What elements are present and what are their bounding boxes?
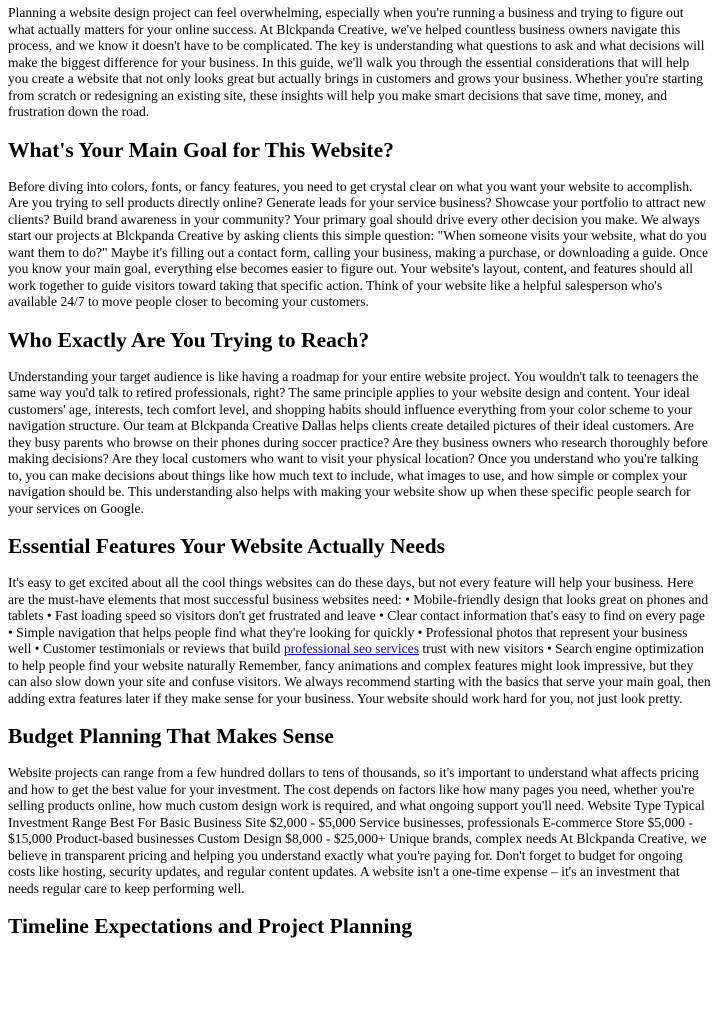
section-body-target-audience: Understanding your target audience is like having a roadmap for your entire website project. You wouldn't talk to teenagers the same way you'd talk to retired professionals, right? The same principle applies to your website design and content. Your ideal customers' age, interests, tech comfort level, and shopping habits should influence everything from your color scheme to your navigation structure. Our team at Blckpanda Creative Dallas helps clients create detailed pictures of their ideal customers. Are they busy parents who browse on their phones during soccer practice? Are they business owners who research thoroughly before making decisions? Are they local customers who want to visit your physical location? Once you understand who you're talking to, you can make decisions about things like how much text to include, what images to use, and how simple or complex your navigation should be. This understanding also helps with making your website show up when these specific people search for your services on Google.: [8, 368, 708, 516]
intro-paragraph: Planning a website design project can feel overwhelming, especially when you're running a business and trying to figure out what actually matters for your online success. At Blckpanda Creative, we've helped countless business owners navigate this process, and we know it doesn't have to be complicated. The key is understanding what questions to ask and what decisions will make the biggest difference for your business. In this guide, we'll walk you through the essential considerations that will help you create a website that not only looks great but actually brings in customers and grows your business. Whether you're starting from scratch or redesigning an existing site, these insights will help you make smart decisions that save time, money, and frustration down the road.: [8, 5, 705, 119]
section-heading-main-goal: What's Your Main Goal for This Website?: [8, 137, 394, 162]
features-text-before-link: It's easy to get excited about all the cool things websites can do these days, but not every feature will help your business. Here are the must-have elements that most successful business websites need: • Mobile-friendly design that looks great on phones and tablets • Fast loading speed so visitors don't get frustrated and leave • Clear contact information that's easy to find on every page • Simple navigation that helps people find what they're looking for quickly • Professional photos that represent your business well • Customer testimonials or reviews that build: [8, 575, 709, 656]
section-body-budget-planning: Website projects can range from a few hundred dollars to tens of thousands, so it's important to understand what affects pricing and how to get the best value for your investment. The cost depends on factors like how many pages you need, whether you're selling products online, how much custom design work is required, and what ongoing support you'll need. Website Type Typical Investment Range Best For Basic Business Site $2,000 - $5,000 Service businesses, professionals E-commerce Store $5,000 - $15,000 Product-based businesses Custom Design $8,000 - $25,000+ Unique brands, complex needs At Blckpanda Creative, we believe in transparent pricing and helping you understand exactly what you're paying for. Don't forget to budget for ongoing costs like hosting, security updates, and regular content updates. A website isn't a one-time expense – it's an investment that needs regular care to keep performing well.: [8, 765, 707, 896]
section-heading-essential-features: Essential Features Your Website Actually Needs: [8, 534, 445, 558]
section-body-essential-features: [8, 575, 712, 707]
section-body-main-goal: Before diving into colors, fonts, or fancy features, you need to get crystal clear on what you want your website to accomplish. Are you trying to sell products directly online? Generate leads for your service business? Showcase your portfolio to attract new clients? Build brand awareness in your community? Your primary goal should drive every other decision you make. We always start our projects at Blckpanda Creative by asking clients this simple question: "When someone visits your website, what do you want them to do?" Maybe it's filling out a contact form, calling your business, making a purchase, or downloading a guide. Once you know your main goal, everything else becomes easier to figure out. Your website's layout, content, and features should all work together to guide visitors toward taking that specific action. Think of your website like a helpful salesperson who's available 24/7 to move people closer to becoming your customers.: [8, 178, 708, 309]
professional-seo-services-link[interactable]: professional seo services: [283, 641, 419, 656]
section-heading-budget-planning: Budget Planning That Makes Sense: [8, 724, 334, 748]
section-heading-target-audience: Who Exactly Are You Trying to Reach?: [8, 327, 370, 352]
section-heading-timeline: Timeline Expectations and Project Planning: [8, 914, 413, 938]
features-text-after-link: trust with new visitors • Search engine optimization to help people find your website naturally Remember, fancy animations and complex features might look impressive, but they can also slow down your site and confuse visitors. We always recommend starting with the basics that serve your main goal, then adding extra features later if they make sense for your business. Your website should work hard for you, not just look pretty.: [8, 641, 711, 706]
